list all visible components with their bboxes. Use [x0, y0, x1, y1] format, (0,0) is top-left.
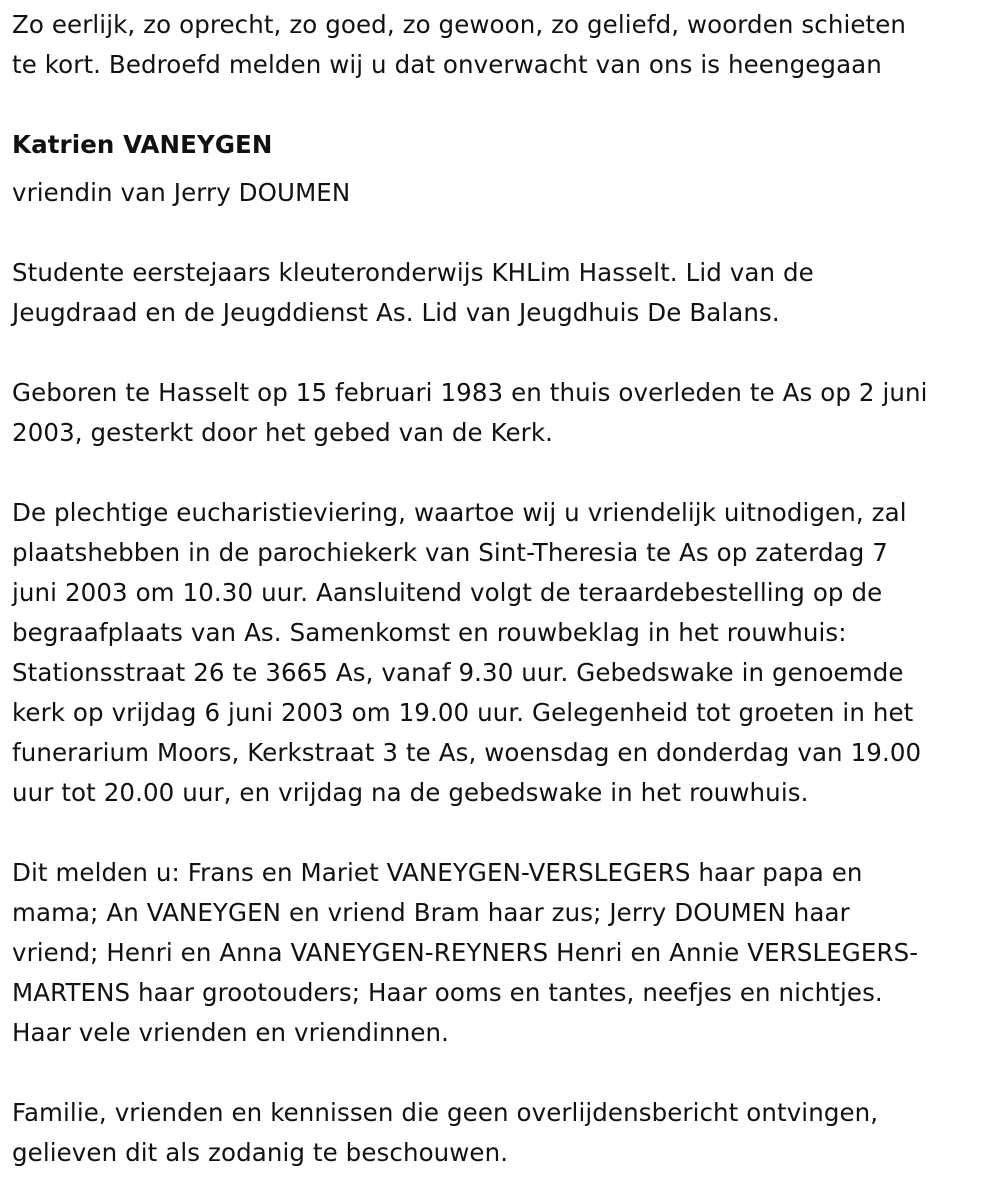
- family-line: Dit melden u: Frans en Mariet VANEYGEN-VERSLEGERS haar papa en: [12, 858, 863, 887]
- intro-paragraph: [12, 5, 992, 85]
- ceremony-line: uur tot 20.00 uur, en vrijdag na de gebedswake in het rouwhuis.: [12, 778, 809, 807]
- family-paragraph: [12, 853, 992, 1053]
- bio-line: Studente eerstejaars kleuteronderwijs KHLim Hasselt. Lid van de: [12, 258, 814, 287]
- ceremony-line: plaatshebben in de parochiekerk van Sint-Theresia te As op zaterdag 7: [12, 538, 888, 567]
- bio-line: Jeugdraad en de Jeugddienst As. Lid van Jeugdhuis De Balans.: [12, 298, 780, 327]
- ceremony-paragraph: [12, 493, 992, 813]
- bio-paragraph: [12, 253, 992, 333]
- family-line: MARTENS haar grootouders; Haar ooms en tantes, neefjes en nichtjes.: [12, 978, 883, 1007]
- intro-line: te kort. Bedroefd melden wij u dat onverwacht van ons is heengegaan: [12, 50, 882, 79]
- deceased-name: Katrien VANEYGEN: [12, 130, 273, 159]
- ceremony-line: kerk op vrijdag 6 juni 2003 om 19.00 uur. Gelegenheid tot groeten in het: [12, 698, 914, 727]
- birth-death-line: 2003, gesterkt door het gebed van de Kerk.: [12, 418, 554, 447]
- ceremony-line: Stationsstraat 26 te 3665 As, vanaf 9.30 uur. Gebedswake in genoemde: [12, 658, 904, 687]
- family-line: Haar vele vrienden en vriendinnen.: [12, 1018, 450, 1047]
- birth-death-paragraph: [12, 373, 992, 453]
- ceremony-line: funerarium Moors, Kerkstraat 3 te As, woensdag en donderdag van 19.00: [12, 738, 922, 767]
- family-line: mama; An VANEYGEN en vriend Bram haar zus; Jerry DOUMEN haar: [12, 898, 850, 927]
- closing-paragraph: [12, 1093, 992, 1173]
- closing-line: gelieven dit als zodanig te beschouwen.: [12, 1138, 509, 1167]
- closing-line: Familie, vrienden en kennissen die geen overlijdensbericht ontvingen,: [12, 1098, 879, 1127]
- family-line: vriend; Henri en Anna VANEYGEN-REYNERS Henri en Annie VERSLEGERS-: [12, 938, 919, 967]
- relation-line: vriendin van Jerry DOUMEN: [12, 178, 351, 207]
- intro-line: Zo eerlijk, zo oprecht, zo goed, zo gewoon, zo geliefd, woorden schieten: [12, 10, 907, 39]
- ceremony-line: begraafplaats van As. Samenkomst en rouwbeklag in het rouwhuis:: [12, 618, 847, 647]
- birth-death-line: Geboren te Hasselt op 15 februari 1983 en thuis overleden te As op 2 juni: [12, 378, 928, 407]
- ceremony-line: juni 2003 om 10.30 uur. Aansluitend volgt de teraardebestelling op de: [12, 578, 883, 607]
- ceremony-line: De plechtige eucharistieviering, waartoe wij u vriendelijk uitnodigen, zal: [12, 498, 907, 527]
